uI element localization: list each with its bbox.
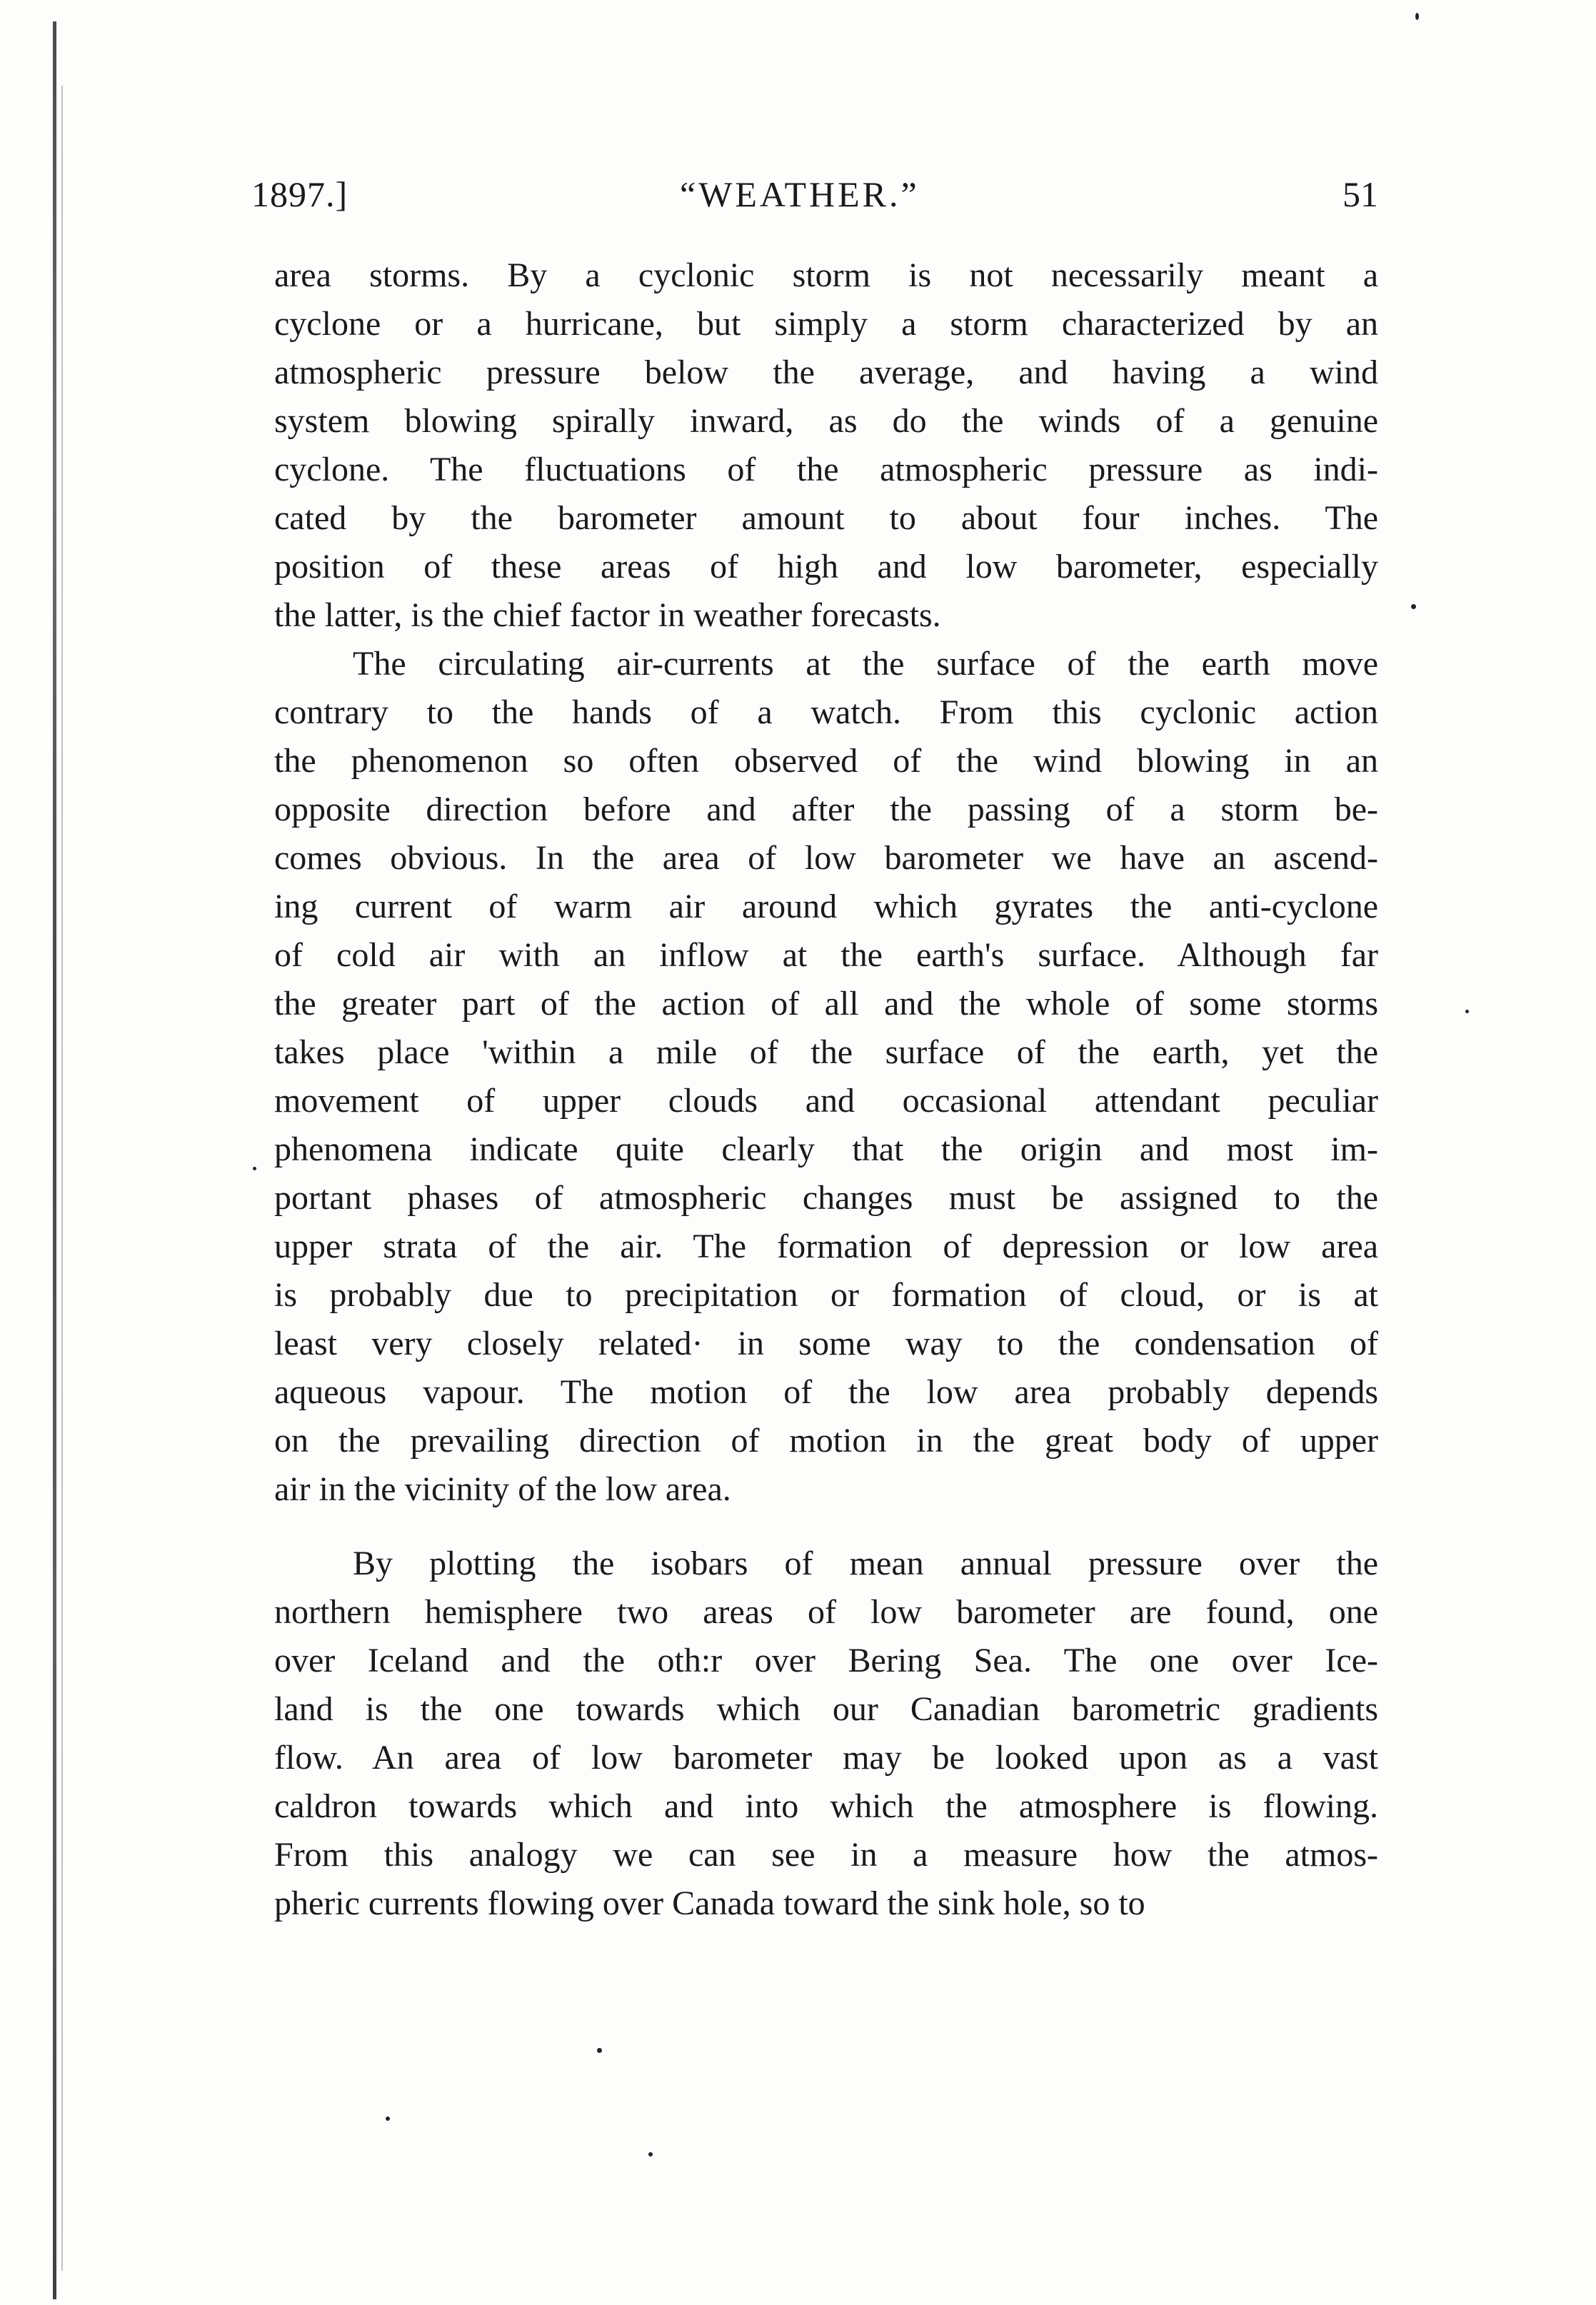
text-line: over Iceland and the oth:r over Bering Sea. The one over Ice-: [274, 1642, 1378, 1679]
page-number: 51: [1342, 174, 1378, 214]
text-line: movement of upper clouds and occasional attendant peculiar: [274, 1082, 1378, 1120]
text-line: on the prevailing direction of motion in the great body of upper: [274, 1422, 1378, 1460]
text-line: takes place 'within a mile of the surface of the earth, yet the: [274, 1033, 1378, 1071]
text-line: cyclone. The fluctuations of the atmospheric pressure as indi-: [274, 451, 1378, 488]
print-speck: [253, 1167, 256, 1170]
page-binding-edge: [53, 21, 56, 2299]
print-speck: [1465, 1010, 1469, 1013]
text-line: flow. An area of low barometer may be looked upon as a vast: [274, 1739, 1378, 1777]
text-line: area storms. By a cyclonic storm is not necessarily meant a: [274, 256, 1378, 294]
text-line: aqueous vapour. The motion of the low area probably depends: [274, 1373, 1378, 1411]
print-speck: [1411, 604, 1416, 609]
text-line: air in the vicinity of the low area.: [274, 1470, 731, 1508]
text-line: northern hemisphere two areas of low barometer are found, one: [274, 1593, 1378, 1631]
text-line: pheric currents flowing over Canada toward the sink hole, so to: [274, 1884, 1145, 1922]
text-line: the latter, is the chief factor in weather forecasts.: [274, 596, 941, 634]
text-line: cyclone or a hurricane, but simply a storm characterized by an: [274, 305, 1378, 343]
text-line: system blowing spirally inward, as do the winds of a genuine: [274, 402, 1378, 440]
print-speck: [648, 2152, 653, 2156]
text-line: portant phases of atmospheric changes must be assigned to the: [274, 1179, 1378, 1217]
text-line: upper strata of the air. The formation of depression or low area: [274, 1227, 1378, 1265]
print-speck: [386, 2116, 390, 2121]
text-line: comes obvious. In the area of low barometer we have an ascend-: [274, 839, 1378, 877]
text-line: From this analogy we can see in a measure how the atmos-: [274, 1836, 1378, 1874]
text-line: ing current of warm air around which gyrates the anti-cyclone: [274, 888, 1378, 925]
text-line: the phenomenon so often observed of the wind blowing in an: [274, 742, 1378, 780]
running-head: [251, 166, 1378, 223]
text-line: atmospheric pressure below the average, and having a wind: [274, 353, 1378, 391]
text-line: opposite direction before and after the passing of a storm be-: [274, 790, 1378, 828]
print-speck: [597, 2048, 602, 2053]
text-line: position of these areas of high and low barometer, especially: [274, 548, 1378, 586]
print-speck: [1415, 13, 1419, 20]
text-line: By plotting the isobars of mean annual pressure over the: [353, 1545, 1378, 1582]
text-line: cated by the barometer amount to about four inches. The: [274, 499, 1378, 537]
page-binding-shadow: [61, 86, 63, 2271]
running-head-year: 1897.]: [251, 174, 348, 214]
paragraph: [274, 1540, 1378, 1928]
text-line: the greater part of the action of all and the whole of some storms: [274, 985, 1378, 1023]
body-text: [274, 251, 1378, 1928]
text-line: of cold air with an inflow at the earth's surface. Although far: [274, 936, 1378, 974]
running-head-title: “WEATHER.”: [680, 174, 920, 214]
text-line: caldron towards which and into which the atmosphere is flowing.: [274, 1787, 1378, 1825]
text-line: least very closely related· in some way to the condensation of: [274, 1325, 1378, 1362]
text-line: phenomena indicate quite clearly that the origin and most im-: [274, 1130, 1378, 1168]
paragraph: [274, 251, 1378, 640]
text-line: is probably due to precipitation or formation of cloud, or is at: [274, 1276, 1378, 1314]
text-line: contrary to the hands of a watch. From this cyclonic action: [274, 693, 1378, 731]
text-line: The circulating air-currents at the surface of the earth move: [353, 645, 1378, 683]
text-line: land is the one towards which our Canadian barometric gradients: [274, 1690, 1378, 1728]
paragraph: [274, 640, 1378, 1514]
